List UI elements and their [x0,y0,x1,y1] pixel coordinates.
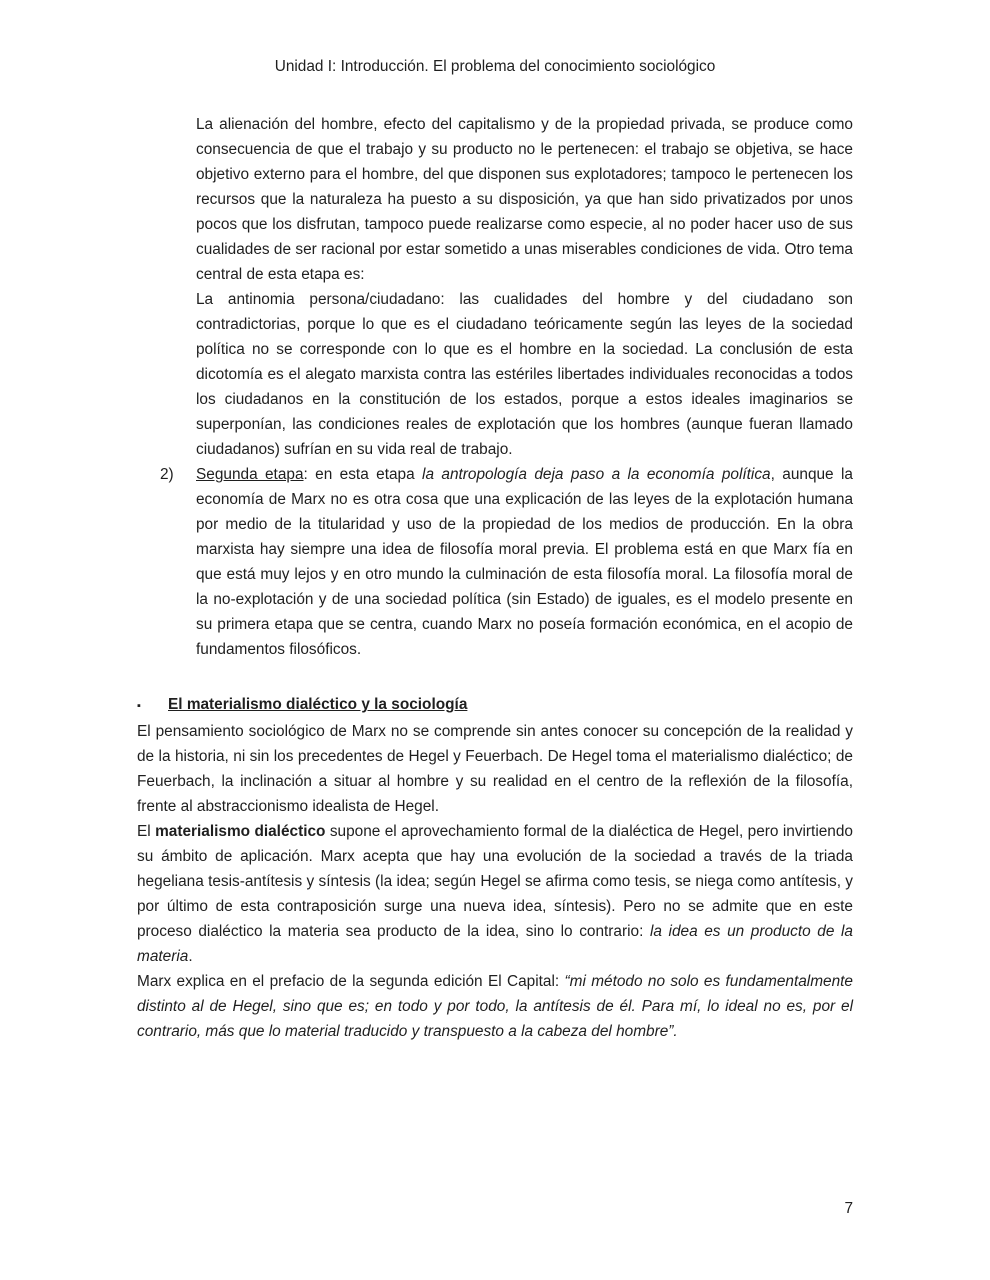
paragraph-marx-quote [137,969,853,1044]
materialismo-text-3: . [188,948,193,965]
materialismo-bold: materialismo dialéctico [155,823,326,840]
paragraph-alienacion: La alienación del hombre, efecto del capitalismo y de la propiedad privada, se produce como consecuencia de que el trabajo y su producto no le pertenecen: el trabajo se objetiva, se hace objetivo externo para el hombre, del que disponen sus explotadores; tampoco le pertenecen los recursos que la naturaleza ha puesto a su disposición, ya que han sido privatizados por unos pocos que los disfrutan, tampoco puede realizarse como especie, al no poder hacer uso de sus cualidades de ser racional por estar sometido a unas miserables condiciones de vida. Otro tema central de esta etapa es: [196,116,853,283]
paragraph-pensamiento: El pensamiento sociológico de Marx no se comprende sin antes conocer su concepción de la realidad y de la historia, ni sin los precedentes de Hegel y Feuerbach. De Hegel toma el materialismo dialéctico; de Feuerbach, la inclinación a situar al hombre y su realidad en el centro de la reflexión de la filosofía, frente al abstraccionismo idealista de Hegel. [137,723,853,815]
list-item-number: 2) [160,466,174,483]
paragraph-segunda-etapa [196,462,853,662]
page-number: 7 [844,1200,853,1217]
paragraph-materialismo [137,819,853,969]
section-heading [137,692,853,719]
segunda-etapa-text-2: , aunque la economía de Marx no es otra cosa que una explicación de las leyes de la explotación humana por medio de la titularidad y uso de la propiedad de los medios de producción. En la obra marxista hay siempre una idea de filosofía moral previa. El problema está en que Marx fía en que está muy lejos y en otro mundo la culminación de esta filosofía moral. La filosofía moral de la no-explotación y de una sociedad política (sin Estado) de iguales, es el modelo presente en su primera etapa que se centra, cuando Marx no poseía formación económica, en el acopio de fundamentos filosóficos. [196,466,853,658]
materialismo-text-2: supone el aprovechamiento formal de la dialéctica de Hegel, pero invirtiendo su ámbito de aplicación. Marx acepta que hay una evolución de la sociedad a través de la triada hegeliana tesis-antítesis y síntesis (la idea; según Hegel se afirma como tesis, se niega como antítesis, y por último de esta contraposición surge una nueva idea, síntesis). Pero no se admite que en este proceso dialéctico la materia sea producto de la idea, sino lo contrario: [137,823,853,940]
materialismo-text-1: El [137,823,156,840]
marx-quote-italic: “mi método no solo es fundamentalmente distinto al de Hegel, sino que es; en todo y por todo, la antítesis de él. Para mí, lo ideal no es, por el contrario, más que lo material traducido y transpuesto a la cabeza del hombre”. [137,973,853,1040]
bullet-square-icon: ▪ [137,700,141,712]
paragraph-antinomia: La antinomia persona/ciudadano: las cualidades del hombre y del ciudadano son contradictorias, porque lo que es el ciudadano teóricamente según las leyes de la sociedad política no se corresponde con lo que es el hombre en la sociedad. La conclusión de esta dicotomía es el alegato marxista contra las estériles libertades individuales reconocidas a todos los ciudadanos en la constitución de los estados, porque a estos ideales imaginarios se superponían, las condiciones reales de explotación que los hombres (aunque fueran llamado ciudadanos) sufrían en su vida real de trabajo. [196,291,853,458]
document-content [137,112,853,1044]
segunda-etapa-text-1: : en esta etapa [303,466,423,483]
segunda-etapa-italic: la antropología deja paso a la economía política [422,466,771,483]
segunda-etapa-underlined-lead: Segunda etapa [196,466,304,483]
section-heading-text: El materialismo dialéctico y la sociología [168,696,468,713]
list-item-segunda-etapa [137,462,853,662]
materialismo-italic: la idea es un producto de la materia [137,923,853,965]
marx-quote-intro: Marx explica en el prefacio de la segunda edición El Capital: [137,973,565,990]
page-header-title: Unidad I: Introducción. El problema del conocimiento sociológico [274,58,716,75]
